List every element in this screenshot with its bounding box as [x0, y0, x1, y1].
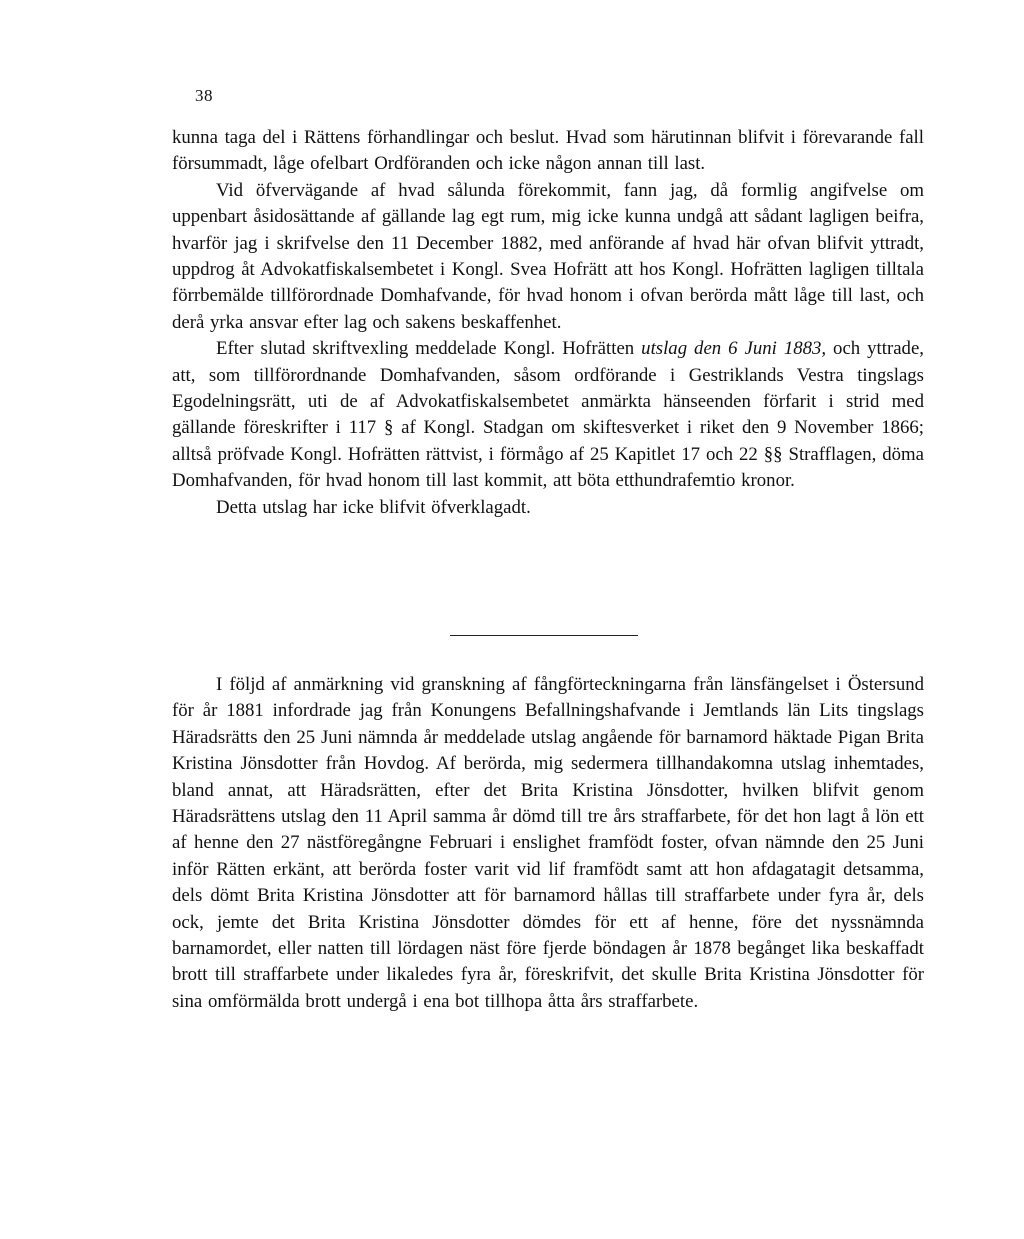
- verdict-text-after: och yttrade, att, som tillförordnande Domhafvanden, såsom ordförande i Gestriklands Vestra tingslags Egodelningsrätt, uti de af Advokatfiskalsembetet anmärkta hänseenden förfarit i strid med gällande föreskrifter i 117 § af Kongl. Stadgan om skiftesverket i riket den 9 November 1866; alltså pröfvade Kongl. Hofrätten rättvist, i förmågo af 25 Kapitlet 17 och 22 §§ Strafflagen, döma Domhafvanden, för hvad honom till last kommit, att böta etthundrafemtio kronor.: [172, 338, 924, 492]
- paragraph-not-appealed: Detta utslag har icke blifvit öfverklagadt.: [216, 496, 531, 518]
- paragraph-prosecution-order: Vid öfvervägande af hvad sålunda förekommit, fann jag, då formlig angifvelse om uppenbart åsidosättande af gällande lag egt rum, mig icke kunna undgå att sådant lagligen beifra, hvarför jag i skrifvelse den 11 December 1882, med anförande af hvad här ofvan blifvit yttradt, uppdrog åt Advokatfiskalsembetet i Kongl. Svea Hofrätt att hos Kongl. Hofrätten lagligen tilltala förrbemälde tillförordnade Domhafvande, för hvad honom i ofvan berörda mått låge till last, och derå yrka ansvar efter lag och sakens beskaffenhet.: [172, 179, 924, 333]
- verdict-date-emphasis: utslag den 6 Juni 1883,: [641, 338, 827, 360]
- paragraph-continuation: kunna taga del i Rättens förhandlingar och beslut. Hvad som härutinnan blifvit i förevarande fall försummadt, låge ofelbart Ordföranden och icke någon annan till last.: [172, 127, 924, 175]
- paragraph-infanticide-case: I följd af anmärkning vid granskning af fångförteckningarna från länsfängelset i Östersund för år 1881 infordrade jag från Konungens Befallningshafvande i Jemtlands län Lits tingslags Häradsrätts den 25 Juni nämnda år meddelade utslag angående för barnamord häktade Pigan Brita Kristina Jönsdotter från Hovdog. Af berörda, mig sedermera tillhandakomna utslag inhemtades, bland annat, att Häradsrätten, efter det Brita Kristina Jönsdotter, hvilken blifvit genom Häradsrättens utslag den 11 April samma år dömd till tre års straffarbete, för det hon lagt å lön ett af henne den 27 nästföregångne Februari i enslighet framfödt foster, ofvan nämnde den 25 Juni inför Rätten erkänt, att berörda foster varit vid lif framfödt samt att hon afdagatagit detsamma, dels dömt Brita Kristina Jönsdotter att för barnamord hållas till straffarbete under fyra år, dels ock, jemte det Brita Kristina Jönsdotter dömdes för ett af henne, före det nyssnämnda barnamordet, eller natten till lördagen näst före fjerde böndagen år 1878 begånget lika beskaffadt brott till straffarbete under likaledes fyra år, föreskrifvit, det skulle Brita Kristina Jönsdotter för sina omförmälda brott undergå i ena bot tillhopa åtta års straffarbete.: [172, 674, 924, 1012]
- verdict-text-before: Efter slutad skriftvexling meddelade Kongl. Hofrätten: [216, 338, 642, 360]
- paragraph-court-verdict: [172, 336, 924, 494]
- page-number: 38: [195, 86, 213, 105]
- section-divider: [450, 635, 638, 636]
- section-one: [172, 125, 924, 521]
- section-two: [172, 672, 924, 1015]
